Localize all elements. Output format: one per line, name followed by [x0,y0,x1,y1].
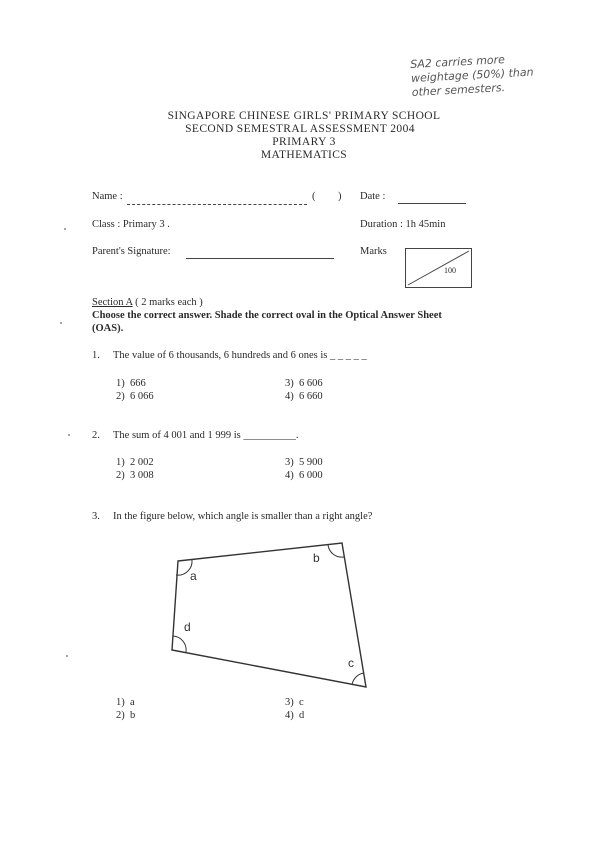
level-title: PRIMARY 3 [272,136,336,148]
option-number: 1) [116,457,125,468]
angle-c-label: c [348,656,354,670]
marks-label: Marks [360,246,387,257]
register-bracket-open: ( [312,191,316,202]
name-label: Name : [92,191,123,202]
question-3-option-2 [116,710,135,721]
signature-label: Parent's Signature: [92,246,171,257]
register-bracket-close: ) [338,191,342,202]
option-text: a [130,697,135,708]
scan-speck [60,322,62,324]
marks-box [405,248,472,288]
section-heading [92,297,203,308]
question-1-option-1 [116,378,146,389]
angle-b-arc [328,545,344,557]
scan-speck [68,434,70,436]
section-title: Section A [92,297,133,308]
question-2-number: 2. [92,430,100,441]
option-number: 1) [116,378,125,389]
quadrilateral-figure [160,535,380,695]
marks-total: 100 [444,266,456,275]
option-number: 2) [116,391,125,402]
option-number: 2) [116,710,125,721]
option-text: 2 002 [130,457,154,468]
option-text: c [299,697,304,708]
question-2-option-3 [285,457,323,468]
option-text: 5 900 [299,457,323,468]
subject-title: MATHEMATICS [260,149,348,161]
quadrilateral-shape [172,543,366,687]
question-3-option-4 [285,710,304,721]
option-text: 6 000 [299,470,323,481]
option-text: 6 066 [130,391,154,402]
question-3-option-3 [285,697,304,708]
angle-c-arc [352,673,364,685]
option-text: b [130,710,136,721]
option-number: 4) [285,470,294,481]
option-number: 4) [285,710,294,721]
signature-field[interactable] [186,258,334,259]
question-1-option-3 [285,378,323,389]
date-field[interactable] [398,203,466,204]
question-1-option-4 [285,391,323,402]
question-2-option-4 [285,470,323,481]
assessment-title: SECOND SEMESTRAL ASSESSMENT 2004 [185,123,415,135]
scan-speck [66,655,68,657]
option-text: 3 008 [130,470,154,481]
option-text: 6 606 [299,378,323,389]
section-instruction-1: Choose the correct answer. Shade the correct oval in the Optical Answer Sheet [92,310,442,321]
option-number: 3) [285,457,294,468]
date-label: Date : [360,191,386,202]
section-instruction-2: (OAS). [92,323,124,334]
question-3-text: In the figure below, which angle is smaller than a right angle? [113,511,373,522]
note-line-2: weightage (50%) than [410,65,534,85]
option-number: 2) [116,470,125,481]
question-1-number: 1. [92,350,100,361]
note-line-1: SA2 carries more [410,53,506,71]
name-field[interactable] [127,204,307,205]
option-number: 3) [285,697,294,708]
angle-b-label: b [313,551,320,565]
angle-d-label: d [184,620,191,634]
angle-d-arc [173,636,186,652]
scan-speck [64,228,66,230]
option-text: d [299,710,305,721]
question-1-text: The value of 6 thousands, 6 hundreds and 6 ones is _ _ _ _ _ [113,350,367,361]
class-label: Class : Primary 3 . [92,219,170,230]
question-3-option-1 [116,697,135,708]
question-2-text: The sum of 4 001 and 1 999 is __________. [113,430,299,441]
section-marks: ( 2 marks each ) [135,297,203,308]
option-text: 6 660 [299,391,323,402]
angle-a-label: a [190,569,197,583]
option-text: 666 [130,378,146,389]
question-2-option-1 [116,457,154,468]
note-line-3: other semesters. [411,81,506,99]
question-1-option-2 [116,391,154,402]
option-number: 3) [285,378,294,389]
option-number: 1) [116,697,125,708]
duration-label: Duration : 1h 45min [360,219,446,230]
option-number: 4) [285,391,294,402]
marks-diagonal [406,249,471,287]
question-3-number: 3. [92,511,100,522]
handwritten-note [410,52,535,100]
school-name: SINGAPORE CHINESE GIRLS' PRIMARY SCHOOL [167,110,441,122]
question-2-option-2 [116,470,154,481]
